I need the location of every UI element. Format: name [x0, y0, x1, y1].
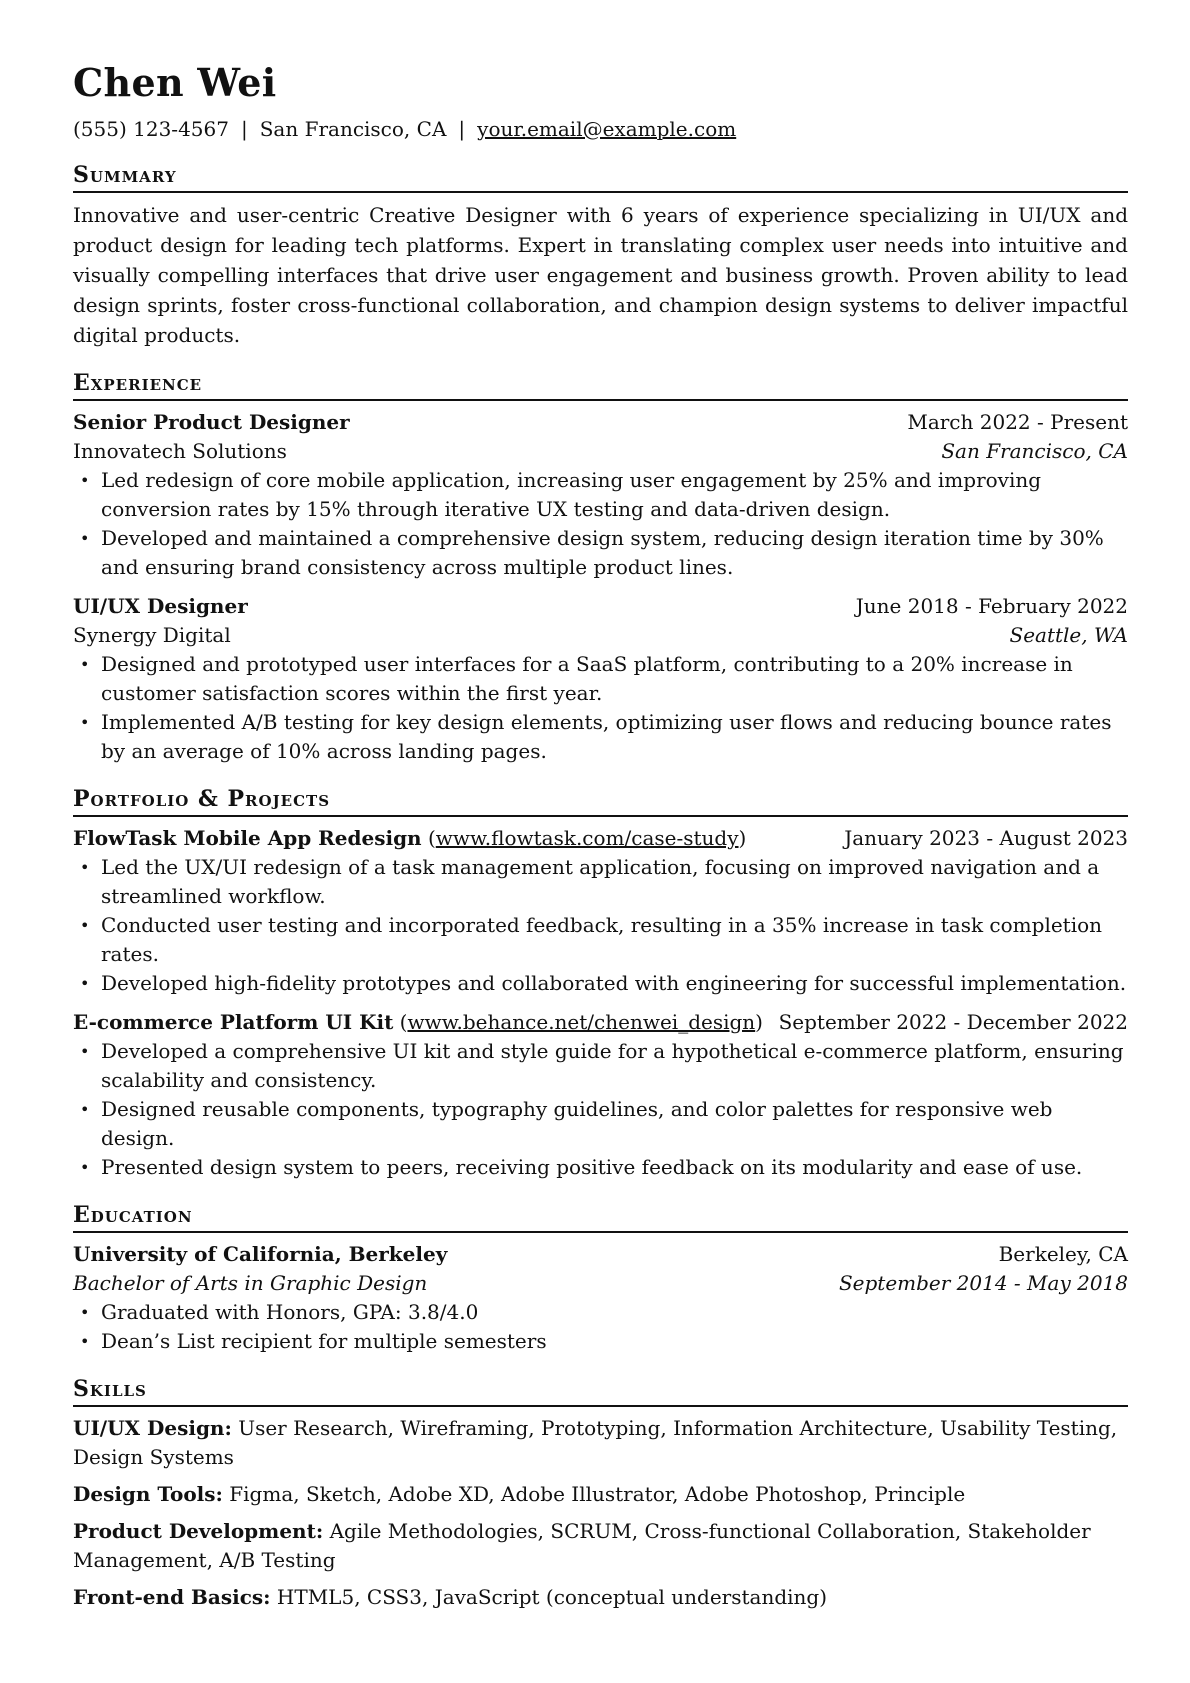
skill-value: User Research, Wireframing, Prototyping, Information Architecture, Usability Testing, Design Systems [73, 1416, 1118, 1469]
school-location: Berkeley, CA [998, 1242, 1128, 1266]
project-link[interactable]: www.flowtask.com/case-study [435, 826, 739, 850]
contact-separator: | [458, 117, 466, 141]
location-text: San Francisco, CA [259, 117, 447, 141]
bullet-list [73, 466, 1128, 582]
skill-label: UI/UX Design: [73, 1416, 232, 1440]
bullet-item: • Conducted user testing and incorporated feedback, resulting in a 35% increase in task completion rates. [73, 911, 1128, 969]
company-name: Innovatech Solutions [73, 439, 287, 463]
project-entry: E-commerce Platform UI Kit (www.behance.net/chenwei_design) September 2022 - December 2022 • Developed a comprehensive UI kit and style guide for a hypothetical e-commerce platform, ensuring scalability and consistency. • Designed reusable components, typography guidelines, and color palettes for responsive web design. • Presented design system to peers, receiving positive feedback on its modularity and ease of use. [73, 1008, 1128, 1182]
skill-row [73, 1583, 1128, 1612]
section-title-education: Education [73, 1202, 1128, 1233]
section-title-experience: Experience [73, 370, 1128, 401]
section-title-projects: Portfolio & Projects [73, 786, 1128, 817]
skills-section [73, 1376, 1128, 1612]
skill-value: HTML5, CSS3, JavaScript (conceptual understanding) [276, 1585, 828, 1609]
bullet-list [73, 1298, 1128, 1356]
projects-section [73, 786, 1128, 1182]
company-name: Synergy Digital [73, 623, 231, 647]
school-name: University of California, Berkeley [73, 1242, 448, 1266]
job-dates: March 2022 - Present [907, 410, 1128, 434]
project-name: E-commerce Platform UI Kit [73, 1010, 394, 1034]
bullet-item: • Led the UX/UI redesign of a task management application, focusing on improved navigation and a streamlined workflow. [73, 853, 1128, 911]
skill-value: Figma, Sketch, Adobe XD, Adobe Illustrator, Adobe Photoshop, Principle [229, 1482, 966, 1506]
education-entry [73, 1240, 1128, 1356]
contact-separator: | [240, 117, 248, 141]
degree-name: Bachelor of Arts in Graphic Design [73, 1271, 428, 1295]
experience-entry [73, 592, 1128, 766]
bullet-item: • Designed and prototyped user interfaces for a SaaS platform, contributing to a 20% increase in customer satisfaction scores within the first year. [73, 650, 1128, 708]
experience-entry [73, 408, 1128, 582]
education-section [73, 1202, 1128, 1356]
job-location: Seattle, WA [1009, 623, 1128, 647]
skill-row [73, 1414, 1128, 1472]
bullet-item: • Developed a comprehensive UI kit and style guide for a hypothetical e-commerce platform, ensuring scalability and consistency. [73, 1037, 1128, 1095]
bullet-item: • Presented design system to peers, receiving positive feedback on its modularity and ease of use. [73, 1153, 1128, 1182]
experience-section [73, 370, 1128, 766]
resume-page [73, 60, 1128, 1620]
skill-value: Agile Methodologies, SCRUM, Cross-functional Collaboration, Stakeholder Management, A/B Testing [73, 1519, 1091, 1572]
job-role: UI/UX Designer [73, 594, 248, 618]
project-link[interactable]: www.behance.net/chenwei_design [407, 1010, 756, 1034]
bullet-item: • Graduated with Honors, GPA: 3.8/4.0 [73, 1298, 1128, 1327]
bullet-list [73, 1037, 1128, 1182]
bullet-list [73, 650, 1128, 766]
bullet-item: • Dean’s List recipient for multiple semesters [73, 1327, 1128, 1356]
job-dates: June 2018 - February 2022 [855, 594, 1128, 618]
project-name: FlowTask Mobile App Redesign [73, 826, 422, 850]
email-link[interactable]: your.email@example.com [477, 117, 737, 141]
bullet-item: • Developed and maintained a comprehensive design system, reducing design iteration time by 30% and ensuring brand consistency across multiple product lines. [73, 524, 1128, 582]
skill-label: Product Development: [73, 1519, 324, 1543]
candidate-name: Chen Wei [73, 60, 277, 105]
skill-row [73, 1517, 1128, 1575]
section-title-summary: Summary [73, 162, 1128, 193]
project-dates: January 2023 - August 2023 [844, 826, 1128, 850]
skill-label: Front-end Basics: [73, 1585, 271, 1609]
skill-row [73, 1480, 1128, 1509]
bullet-item: • Designed reusable components, typography guidelines, and color palettes for responsive web design. [73, 1095, 1128, 1153]
bullet-list [73, 853, 1128, 998]
bullet-item: • Implemented A/B testing for key design elements, optimizing user flows and reducing bounce rates by an average of 10% across landing pages. [73, 708, 1128, 766]
phone-number: (555) 123-4567 [73, 117, 229, 141]
project-entry: FlowTask Mobile App Redesign (www.flowtask.com/case-study) January 2023 - August 2023 • Led the UX/UI redesign of a task management application, focusing on improved navigation and a streamlined workflow. • Conducted user testing and incorporated feedback, resulting in a 35% increase in task completion rates. • Developed high-fidelity prototypes and collaborated with engineering for successful implementation. [73, 824, 1128, 998]
section-title-skills: Skills [73, 1376, 1128, 1407]
project-dates: September 2022 - December 2022 [778, 1010, 1128, 1034]
summary-text: Innovative and user-centric Creative Designer with 6 years of experience specializing in UI/UX and product design for leading tech platforms. Expert in translating complex user needs into intuitive and visually compelling interfaces that drive user engagement and business growth. Proven ability to lead design sprints, foster cross-functional collaboration, and champion design systems to deliver impactful digital products. [73, 203, 1128, 347]
education-dates: September 2014 - May 2018 [838, 1271, 1128, 1295]
job-role: Senior Product Designer [73, 410, 350, 434]
skill-label: Design Tools: [73, 1482, 223, 1506]
contact-line [73, 116, 1128, 142]
job-location: San Francisco, CA [941, 439, 1128, 463]
bullet-item: • Led redesign of core mobile application, increasing user engagement by 25% and improving conversion rates by 15% through iterative UX testing and data-driven design. [73, 466, 1128, 524]
summary-section [73, 162, 1128, 350]
bullet-item: • Developed high-fidelity prototypes and collaborated with engineering for successful implementation. [73, 969, 1128, 998]
